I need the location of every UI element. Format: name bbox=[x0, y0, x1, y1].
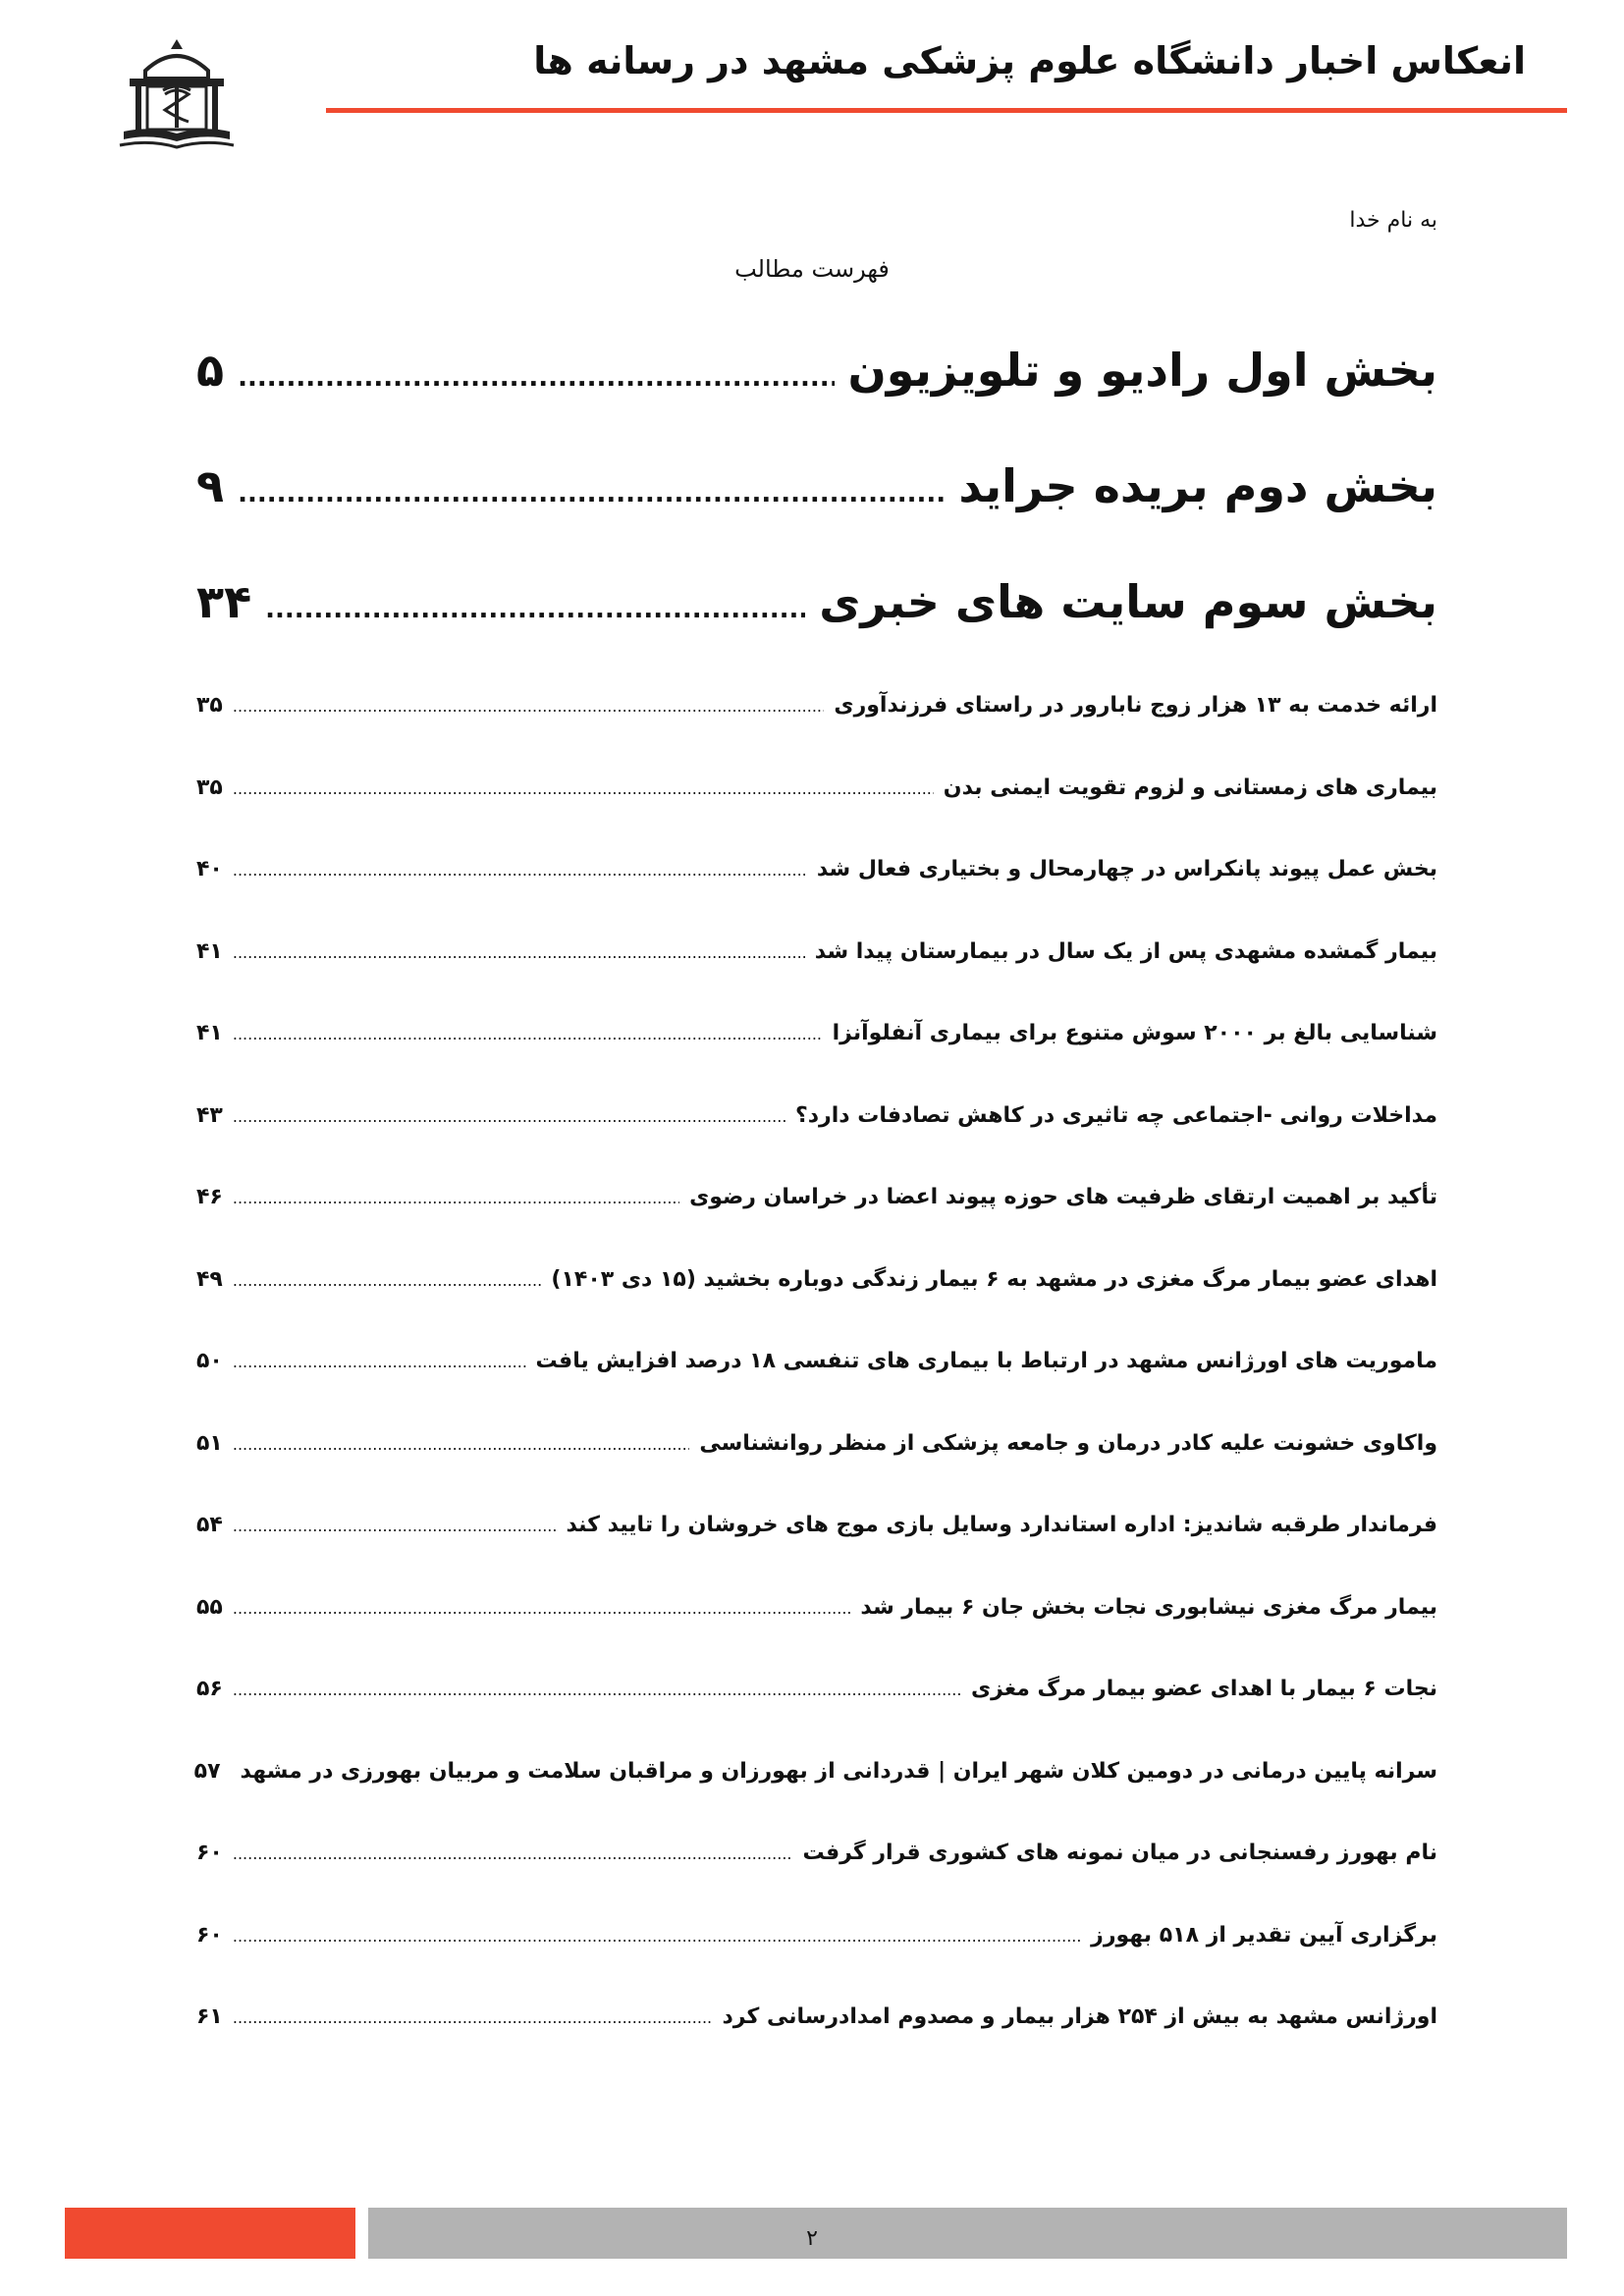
university-emblem-icon bbox=[110, 35, 244, 165]
toc-entry[interactable] bbox=[196, 1595, 1437, 1630]
toc-section-title: بخش دوم بریده جراید bbox=[958, 459, 1437, 512]
toc-entry-title: ماموریت های اورژانس مشهد در ارتباط با بیماری های تنفسی ۱۸ درصد افزایش یافت bbox=[535, 1349, 1437, 1373]
toc-entry-title: مداخلات روانی -اجتماعی چه تاثیری در کاهش تصادفات دارد؟ bbox=[795, 1103, 1437, 1128]
toc-entry-page: ۴۱ bbox=[196, 939, 223, 964]
toc-entry-title: برگزاری آیین تقدیر از ۵۱۸ بهورز bbox=[1091, 1923, 1437, 1948]
toc-section-2[interactable] bbox=[196, 459, 1437, 528]
toc-entry-page: ۵۰ bbox=[196, 1349, 223, 1373]
toc-entry-title: واکاوی خشونت علیه کادر درمان و جامعه پزشکی از منظر روانشناسی bbox=[699, 1431, 1437, 1456]
toc-leader-dots bbox=[233, 779, 934, 798]
toc-leader-dots bbox=[233, 1271, 542, 1290]
toc-entry-page: ۳۵ bbox=[196, 775, 223, 800]
toc-entry-page: ۴۶ bbox=[196, 1185, 223, 1209]
bismillah-heading: به نام خدا bbox=[1349, 208, 1437, 233]
toc-leader-dots bbox=[233, 1107, 785, 1126]
toc-leader-dots bbox=[233, 697, 825, 716]
toc-leader-dots bbox=[233, 2008, 713, 2027]
toc-entry[interactable] bbox=[196, 1021, 1437, 1056]
toc-leader-dots bbox=[238, 479, 945, 508]
toc-section-1[interactable] bbox=[196, 344, 1437, 412]
toc-entry-title: بیماری های زمستانی و لزوم تقویت ایمنی بدن bbox=[943, 775, 1437, 800]
toc-entry[interactable] bbox=[196, 1103, 1437, 1139]
toc-entry[interactable] bbox=[196, 1513, 1437, 1548]
toc-section-title: بخش سوم سایت های خبری bbox=[819, 575, 1437, 628]
toc-entry-page: ۵۱ bbox=[196, 1431, 223, 1456]
toc-entry[interactable] bbox=[196, 1677, 1437, 1712]
toc-section-page: ۵ bbox=[196, 344, 225, 397]
toc-entry-title: اورژانس مشهد به بیش از ۲۵۴ هزار بیمار و مصدوم امدادرسانی کرد bbox=[722, 2004, 1437, 2029]
toc-entry[interactable] bbox=[196, 1431, 1437, 1467]
toc-leader-dots bbox=[233, 1353, 526, 1371]
toc-entry[interactable] bbox=[196, 1349, 1437, 1384]
toc-leader-dots bbox=[233, 1435, 690, 1454]
toc-leader-dots bbox=[233, 943, 805, 962]
toc-entry-page: ۴۳ bbox=[196, 1103, 223, 1128]
toc-entry-page: ۴۱ bbox=[196, 1021, 223, 1045]
toc-leader-dots bbox=[233, 1517, 557, 1535]
toc-entry-title: تأکید بر اهمیت ارتقای ظرفیت های حوزه پیوند اعضا در خراسان رضوی bbox=[689, 1185, 1437, 1209]
toc-entry-page: ۴۹ bbox=[196, 1267, 223, 1292]
toc-entry[interactable] bbox=[196, 857, 1437, 892]
header-divider bbox=[326, 108, 1567, 113]
toc-entry[interactable] bbox=[196, 693, 1437, 728]
toc-entry[interactable] bbox=[196, 775, 1437, 811]
toc-entry[interactable] bbox=[193, 1759, 1437, 1794]
toc-entry-title: نجات ۶ بیمار با اهدای عضو بیمار مرگ مغزی bbox=[971, 1677, 1437, 1701]
toc-section-3[interactable] bbox=[196, 575, 1437, 644]
toc-leader-dots bbox=[233, 1844, 793, 1863]
toc-entry[interactable] bbox=[196, 939, 1437, 975]
toc-entry[interactable] bbox=[196, 2004, 1437, 2040]
toc-entry-title: بخش عمل پیوند پانکراس در چهارمحال و بختیاری فعال شد bbox=[816, 857, 1437, 881]
toc-entry-title: بیمار گمشده مشهدی پس از یک سال در بیمارستان پیدا شد bbox=[814, 939, 1437, 964]
toc-entry-title: اهدای عضو بیمار مرگ مغزی در مشهد به ۶ بیمار زندگی دوباره بخشید (۱۵ دی ۱۴۰۳) bbox=[551, 1267, 1437, 1292]
toc-entry-page: ۶۰ bbox=[196, 1923, 223, 1948]
toc-entry-title: بیمار مرگ مغزی نیشابوری نجات بخش جان ۶ بیمار شد bbox=[860, 1595, 1437, 1620]
toc-entry-page: ۳۵ bbox=[196, 693, 223, 718]
toc-section-title: بخش اول رادیو و تلویزیون bbox=[847, 344, 1437, 397]
toc-entry-page: ۵۷ bbox=[193, 1759, 221, 1784]
document-header-title: انعکاس اخبار دانشگاه علوم پزشکی مشهد در رسانه ها bbox=[533, 39, 1526, 82]
toc-leader-dots bbox=[233, 1189, 679, 1207]
toc-entry[interactable] bbox=[196, 1185, 1437, 1220]
toc-leader-dots bbox=[233, 1681, 961, 1699]
toc-leader-dots bbox=[238, 363, 834, 393]
toc-entry-page: ۶۱ bbox=[196, 2004, 223, 2029]
toc-entry[interactable] bbox=[196, 1923, 1437, 1958]
toc-entry-page: ۵۶ bbox=[196, 1677, 223, 1701]
toc-entry-title: فرماندار طرقبه شاندیز: اداره استاندارد وسایل بازی موج های خروشان را تایید کند bbox=[566, 1513, 1437, 1537]
toc-leader-dots bbox=[233, 861, 807, 880]
toc-entry-page: ۴۰ bbox=[196, 857, 223, 881]
toc-entry-page: ۵۵ bbox=[196, 1595, 223, 1620]
toc-entry-page: ۵۴ bbox=[196, 1513, 223, 1537]
toc-title: فهرست مطالب bbox=[734, 255, 890, 283]
toc-entry[interactable] bbox=[196, 1267, 1437, 1303]
toc-section-page: ۳۴ bbox=[196, 575, 252, 628]
toc-leader-dots bbox=[233, 1025, 823, 1043]
toc-leader-dots bbox=[233, 1599, 851, 1618]
toc-section-page: ۹ bbox=[196, 459, 225, 512]
toc-leader-dots bbox=[265, 595, 805, 624]
page-number: ۲ bbox=[806, 2226, 818, 2251]
toc-entry-title: نام بهورز رفسنجانی در میان نمونه های کشوری قرار گرفت bbox=[802, 1841, 1437, 1865]
toc-entry-title: سرانه پایین درمانی در دومین کلان شهر ایران | قدردانی از بهورزان و مراقبان سلامت و مربیان بهورزی در مشهد bbox=[240, 1759, 1437, 1784]
toc-leader-dots bbox=[233, 1927, 1081, 1946]
toc-entry-title: شناسایی بالغ بر ۲۰۰۰ سوش متنوع برای بیماری آنفلوآنزا bbox=[832, 1021, 1437, 1045]
toc-entry-title: ارائه خدمت به ۱۳ هزار زوج نابارور در راستای فرزندآوری bbox=[834, 693, 1437, 718]
toc-entry[interactable] bbox=[196, 1841, 1437, 1876]
toc-entry-page: ۶۰ bbox=[196, 1841, 223, 1865]
